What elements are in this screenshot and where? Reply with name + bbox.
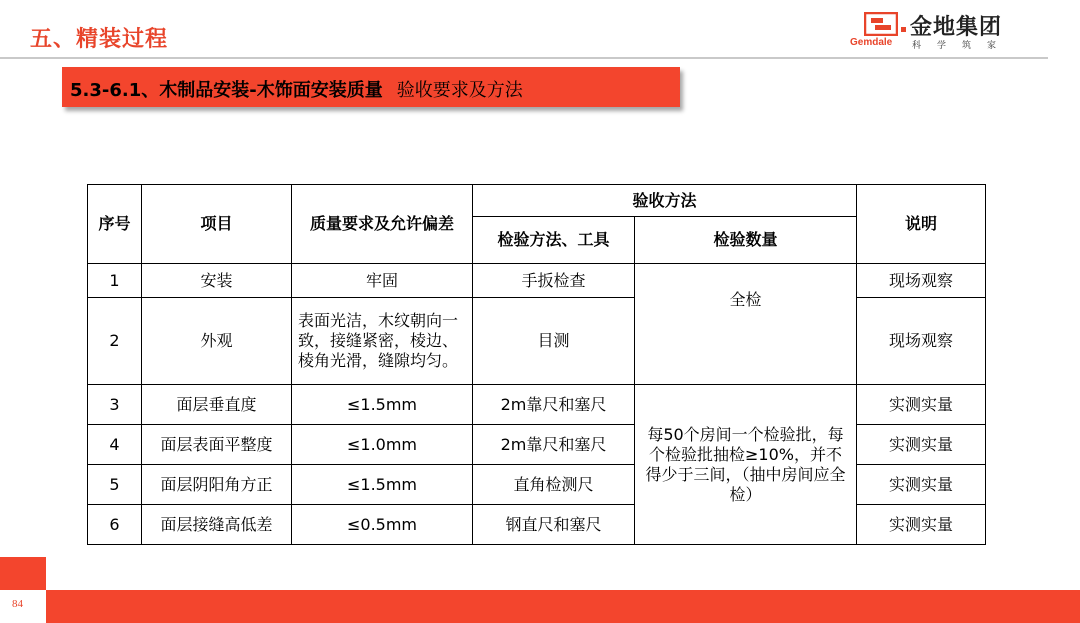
row-method: 直角检测尺: [473, 465, 635, 505]
row-note: 现场观察: [857, 264, 986, 298]
table-row: [88, 385, 986, 425]
row-seq: 2: [88, 298, 142, 385]
logo-dot: [901, 27, 906, 32]
row-seq: 1: [88, 264, 142, 298]
row-quality: ≤0.5mm: [292, 505, 473, 545]
section-title: 五、精装过程: [30, 27, 169, 52]
row-method: 2m靠尺和塞尺: [473, 425, 635, 465]
row-item: 面层接缝高低差: [142, 505, 292, 545]
subtitle-code-title: 5.3-6.1、木制品安装-木饰面安装质量: [70, 80, 383, 101]
subtitle-text: [70, 76, 523, 102]
logo-english: Gemdale: [850, 37, 893, 48]
company-logo: [850, 10, 1040, 52]
row-quality: ≤1.5mm: [292, 385, 473, 425]
header-quality: 质量要求及允许偏差: [292, 185, 473, 264]
row-note: 实测实量: [857, 425, 986, 465]
subtitle-rest: 验收要求及方法: [396, 80, 523, 101]
row-item: 安装: [142, 264, 292, 298]
row-item: 面层表面平整度: [142, 425, 292, 465]
header-item: 项目: [142, 185, 292, 264]
row-seq: 3: [88, 385, 142, 425]
row-note: 实测实量: [857, 465, 986, 505]
row-item: 面层阴阳角方正: [142, 465, 292, 505]
row-note: 实测实量: [857, 505, 986, 545]
quantity-full-inspection: 全检: [635, 264, 857, 385]
row-method: 2m靠尺和塞尺: [473, 385, 635, 425]
row-seq: 4: [88, 425, 142, 465]
footer-bar: [46, 590, 1080, 623]
row-item: 面层垂直度: [142, 385, 292, 425]
acceptance-table: [87, 184, 986, 545]
subtitle-banner: [62, 67, 680, 107]
row-quality: ≤1.0mm: [292, 425, 473, 465]
row-method: 目测: [473, 298, 635, 385]
row-quality: 牢固: [292, 264, 473, 298]
header-seq: 序号: [88, 185, 142, 264]
quantity-sampling-rule: 每50个房间一个检验批，每个检验批抽检≥10%，并不得少于三间，（抽中房间应全检）: [635, 385, 857, 545]
row-method: 钢直尺和塞尺: [473, 505, 635, 545]
logo-name: 金地集团: [910, 15, 1003, 40]
row-seq: 6: [88, 505, 142, 545]
row-seq: 5: [88, 465, 142, 505]
row-item: 外观: [142, 298, 292, 385]
header-method: 检验方法、工具: [473, 217, 635, 264]
table-row: [88, 264, 986, 298]
gemdale-logo-icon: [864, 12, 898, 36]
logo-slogan: 科学筑家: [912, 41, 1013, 51]
row-method: 手扳检查: [473, 264, 635, 298]
header-divider: [0, 57, 1048, 59]
row-quality: 表面光洁，木纹朝向一致，接缝紧密，棱边、棱角光滑，缝隙均匀。: [292, 298, 473, 385]
page-number: 84: [12, 598, 23, 610]
header-quantity: 检验数量: [635, 217, 857, 264]
header-method-group: 验收方法: [473, 185, 857, 217]
row-quality: ≤1.5mm: [292, 465, 473, 505]
header-note: 说明: [857, 185, 986, 264]
row-note: 现场观察: [857, 298, 986, 385]
row-note: 实测实量: [857, 385, 986, 425]
footer-accent-block: [0, 557, 46, 590]
